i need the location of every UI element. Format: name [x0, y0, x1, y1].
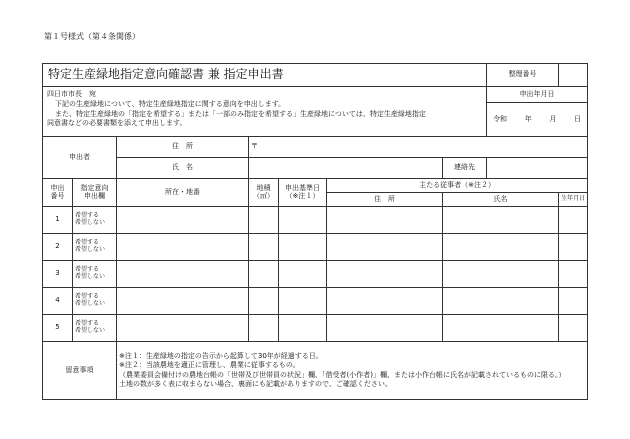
worker-address-field[interactable] — [327, 315, 443, 342]
address-label: 住 所 — [117, 137, 249, 158]
intent-options[interactable]: 希望する 希望しない — [73, 261, 117, 288]
intro-line-3: 同意書などの必要書類を添えて申出します。 — [47, 119, 187, 128]
date-day: 日 — [574, 114, 582, 123]
location-field[interactable] — [117, 288, 249, 315]
col-worker-address: 住 所 — [327, 193, 443, 207]
form-title: 特定生産緑地指定意向確認書 兼 指定申出書 — [43, 64, 487, 87]
col-worker-name: 氏名 — [443, 193, 559, 207]
intent-options[interactable]: 希望する 希望しない — [73, 315, 117, 342]
area-field[interactable] — [249, 234, 279, 261]
application-form — [42, 63, 588, 400]
note-3: （農業委員会備付けの農地台帳の「世帯及び世帯員の状況」欄、「借受者(小作者)」欄、または小作台帳に氏名が記載されているものに限る。） — [119, 370, 566, 379]
applicant-name-field[interactable] — [249, 158, 443, 179]
location-field[interactable] — [117, 315, 249, 342]
worker-name-field[interactable] — [443, 315, 559, 342]
row-no: 5 — [43, 315, 73, 342]
intro-line-2: また、特定生産緑地の「指定を希望する」または「一部のみ指定を希望する」生産緑地については、特定生産緑地指定 — [55, 109, 426, 118]
worker-address-field[interactable] — [327, 261, 443, 288]
contact-label: 連絡先 — [443, 158, 487, 179]
basis-date-field[interactable] — [279, 261, 327, 288]
worker-birth-field[interactable] — [559, 315, 588, 342]
table-row — [43, 315, 588, 342]
worker-name-field[interactable] — [443, 234, 559, 261]
addressee: 四日市市長 宛 — [47, 90, 96, 98]
applicant-address-field[interactable] — [249, 137, 588, 158]
note-1: ※注１：生産緑地の指定の告示から起算して30年が経過する日。 — [119, 351, 323, 360]
date-field[interactable] — [487, 103, 588, 137]
location-field[interactable] — [117, 207, 249, 234]
area-field[interactable] — [249, 261, 279, 288]
notes-label: 留意事項 — [43, 342, 117, 400]
location-field[interactable] — [117, 261, 249, 288]
date-era: 令和 — [493, 114, 508, 123]
col-worker-birth: 生年月日 — [559, 193, 588, 207]
intro-line-1: 下記の生産緑地について、特定生産緑地指定に関する意向を申出します。 — [55, 99, 286, 108]
intent-options[interactable]: 希望する 希望しない — [73, 207, 117, 234]
table-row — [43, 207, 588, 234]
worker-birth-field[interactable] — [559, 261, 588, 288]
area-field[interactable] — [249, 207, 279, 234]
basis-date-field[interactable] — [279, 207, 327, 234]
worker-name-field[interactable] — [443, 261, 559, 288]
date-label: 申出年月日 — [487, 87, 588, 103]
table-row — [43, 288, 588, 315]
col-basis-date: 申出基準日 （※注１） — [279, 179, 327, 207]
intent-options[interactable]: 希望する 希望しない — [73, 234, 117, 261]
worker-birth-field[interactable] — [559, 288, 588, 315]
worker-name-field[interactable] — [443, 288, 559, 315]
notes-block — [117, 342, 588, 400]
worker-birth-field[interactable] — [559, 234, 588, 261]
note-2: ※注２：当該農地を適正に管理し、農業に従事するもの。 — [119, 361, 300, 370]
name-label: 氏 名 — [117, 158, 249, 179]
col-location: 所在・地番 — [117, 179, 249, 207]
row-no: 4 — [43, 288, 73, 315]
basis-date-field[interactable] — [279, 315, 327, 342]
area-field[interactable] — [249, 288, 279, 315]
worker-address-field[interactable] — [327, 288, 443, 315]
basis-date-field[interactable] — [279, 288, 327, 315]
col-worker: 主たる従事者（※注２） — [327, 179, 588, 193]
worker-name-field[interactable] — [443, 207, 559, 234]
contact-field[interactable] — [487, 158, 588, 179]
date-month: 月 — [549, 114, 557, 123]
basis-date-field[interactable] — [279, 234, 327, 261]
form-number: 第１号様式（第４条関係） — [44, 32, 140, 41]
table-row — [43, 234, 588, 261]
worker-address-field[interactable] — [327, 234, 443, 261]
reg-no-field[interactable] — [559, 64, 588, 87]
postal-mark: 〒 — [251, 142, 258, 151]
worker-birth-field[interactable] — [559, 207, 588, 234]
note-4: 土地の数が多く表に収まらない場合、裏面にも記載がありますので、ご確認ください。 — [119, 379, 392, 388]
area-field[interactable] — [249, 315, 279, 342]
reg-no-label: 整理番号 — [487, 64, 559, 87]
row-no: 2 — [43, 234, 73, 261]
row-no: 3 — [43, 261, 73, 288]
table-row — [43, 261, 588, 288]
col-intent: 指定意向 申出欄 — [73, 179, 117, 207]
row-no: 1 — [43, 207, 73, 234]
applicant-label: 申出者 — [43, 137, 117, 179]
date-year: 年 — [524, 114, 532, 123]
location-field[interactable] — [117, 234, 249, 261]
intent-options[interactable]: 希望する 希望しない — [73, 288, 117, 315]
col-area: 地積 （㎡） — [249, 179, 279, 207]
intro-block — [43, 87, 487, 137]
col-no: 申出 番号 — [43, 179, 73, 207]
worker-address-field[interactable] — [327, 207, 443, 234]
